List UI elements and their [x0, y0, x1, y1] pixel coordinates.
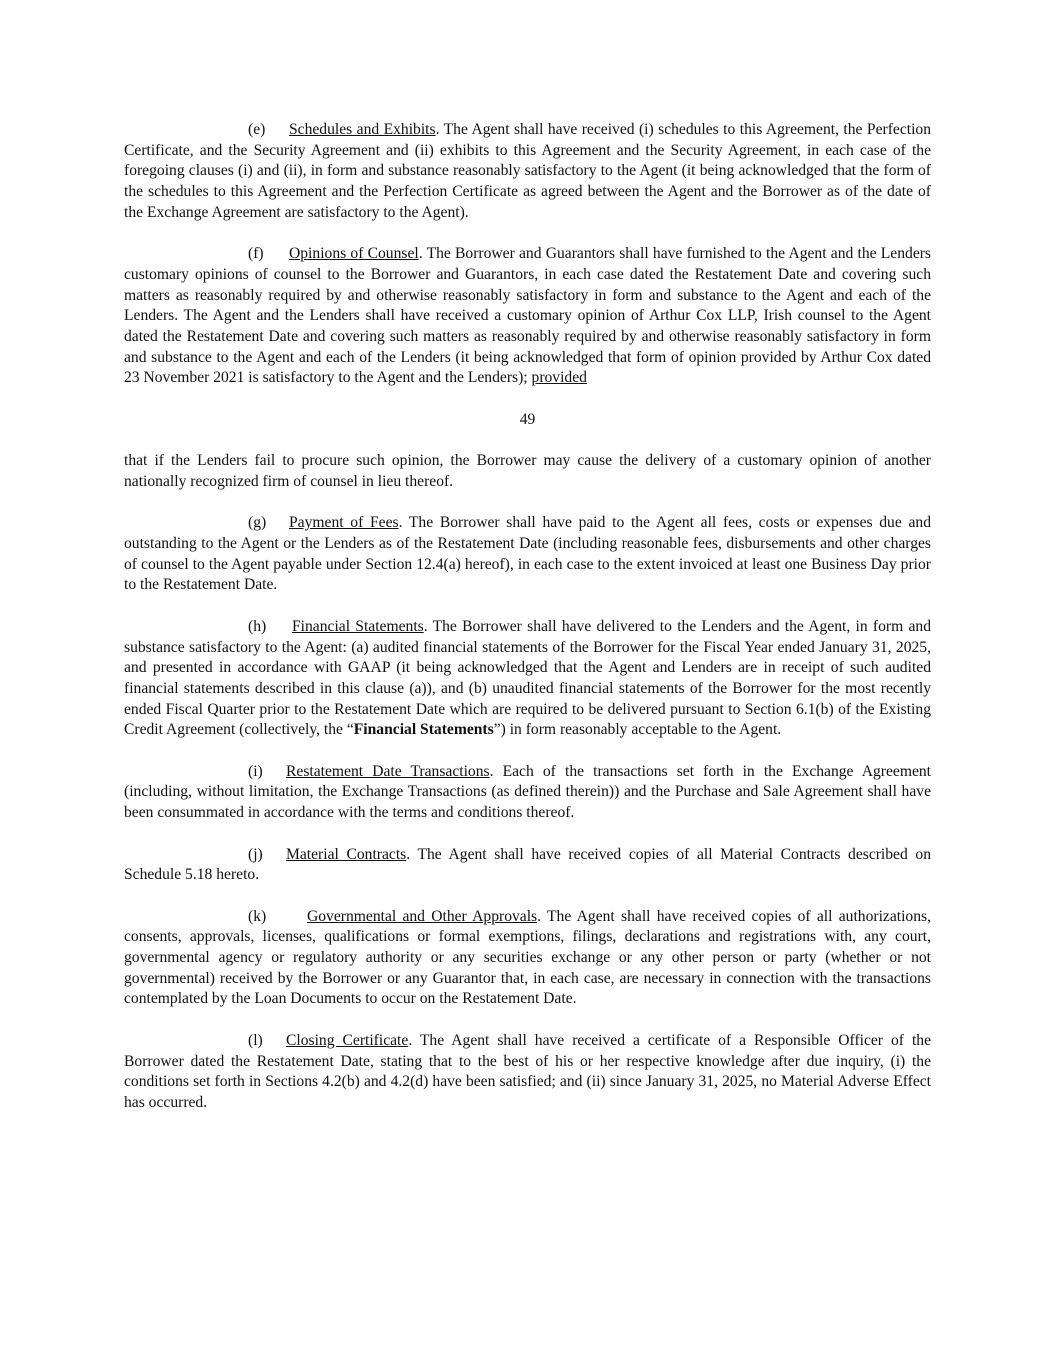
- section-f: [124, 244, 931, 389]
- section-body: . The Agent shall have received (i) schedules to this Agreement, the Perfection Certificate, and the Security Agreement and (ii) exhibits to this Agreement and the Security Agreement, in each case of the foregoing clauses (i) and (ii), in form and substance reasonably satisfactory to the Agent (it being acknowledged that the form of the schedules to this Agreement and the Perfection Certificate as agreed between the Agent and the Borrower as of the date of the Exchange Agreement are satisfactory to the Agent).: [124, 121, 931, 221]
- section-body: . The Agent shall have received a certificate of a Responsible Officer of the Borrower dated the Restatement Date, stating that to the best of his or her respective knowledge after due inquiry, (i) the conditions set forth in Sections 4.2(b) and 4.2(d) have been satisfied; and (ii) since January 31, 2025, no Material Adverse Effect has occurred.: [124, 1031, 931, 1111]
- section-k: [124, 907, 931, 1011]
- section-h: [124, 617, 931, 741]
- section-body: . The Borrower shall have paid to the Agent all fees, costs or expenses due and outstanding to the Agent or the Lenders as of the Restatement Date (including reasonable fees, disbursements and other charges of counsel to the Agent payable under Section 12.4(a) hereof), in each case to the extent invoiced at least one Business Day prior to the Restatement Date.: [124, 514, 931, 594]
- section-g: [124, 513, 931, 596]
- section-label: (h): [248, 617, 267, 635]
- section-body: . The Agent shall have received copies of all Material Contracts described on Schedule 5.18 hereto.: [124, 845, 932, 884]
- section-label: (i): [248, 762, 263, 780]
- section-j: [124, 845, 931, 886]
- section-label: (l): [248, 1031, 263, 1049]
- section-heading: Schedules and Exhibits: [289, 121, 436, 138]
- section-heading: Restatement Date Transactions: [286, 762, 490, 780]
- section-l: [124, 1031, 931, 1114]
- section-e: [124, 120, 931, 224]
- provided-term: provided: [531, 369, 587, 387]
- section-i: [124, 762, 931, 824]
- section-body: . Each of the transactions set forth in the Exchange Agreement (including, without limitation, the Exchange Transactions (as defined therein)) and the Purchase and Sale Agreement shall have been consummated in accordance with the terms and conditions thereof.: [124, 762, 932, 822]
- section-heading: Opinions of Counsel: [289, 245, 419, 263]
- section-label: (j): [248, 845, 263, 863]
- section-body: . The Borrower shall have delivered to the Lenders and the Agent, in form and substance satisfactory to the Agent: (a) audited financial statements of the Borrower for the Fiscal Year ended January 31, 2025, and presented in accordance with GAAP (it being acknowledged that the Agent and Lenders are in receipt of such audited financial statements described in this clause (a)), and (b) unaudited financial statements of the Borrower for the most recently ended Fiscal Quarter prior to the Restatement Date which are required to be delivered pursuant to Section 6.1(b) of the Existing Credit Agreement (collectively, the “: [124, 617, 931, 739]
- section-label: (g): [248, 514, 267, 532]
- section-label: (e): [248, 121, 266, 138]
- section-heading: Financial Statements: [292, 617, 424, 635]
- section-body: . The Borrower and Guarantors shall have furnished to the Agent and the Lenders customary opinions of counsel to the Borrower and Guarantors, in each case dated the Restatement Date and covering such matters as reasonably required by and otherwise reasonably satisfactory in form and substance to the Agent and each of the Lenders. The Agent and the Lenders shall have received a customary opinion of Arthur Cox LLP, Irish counsel to the Agent dated the Restatement Date and covering such matters as reasonably required by and otherwise reasonably satisfactory in form and substance to the Agent and each of the Lenders (it being acknowledged that form of opinion provided by Arthur Cox dated 23 November 2021 is satisfactory to the Agent and the Lenders);: [124, 245, 931, 387]
- section-body: . The Agent shall have received copies of all authorizations, consents, approvals, licenses, qualifications or formal exemptions, filings, declarations and registrations with, any court, governmental agency or regulatory authority or any securities exchange or any other person or party (whether or not governmental) received by the Borrower or any Guarantor that, in each case, are necessary in connection with the transactions contemplated by the Loan Documents to occur on the Restatement Date.: [124, 907, 931, 1008]
- defined-term: Financial Statements: [353, 721, 494, 739]
- section-heading: Material Contracts: [286, 845, 407, 863]
- section-heading: Payment of Fees: [289, 514, 399, 532]
- section-heading: Governmental and Other Approvals: [307, 907, 538, 925]
- section-body-end: ”) in form reasonably acceptable to the Agent.: [493, 721, 782, 739]
- document-page: [124, 120, 931, 1134]
- page-number: 49: [519, 410, 536, 428]
- section-heading: Closing Certificate: [286, 1031, 409, 1049]
- section-f-continuation: that if the Lenders fail to procure such opinion, the Borrower may cause the delivery of a customary opinion of another nationally recognized firm of counsel in lieu thereof.: [124, 452, 931, 490]
- section-label: (f): [248, 245, 264, 263]
- section-label: (k): [248, 907, 267, 925]
